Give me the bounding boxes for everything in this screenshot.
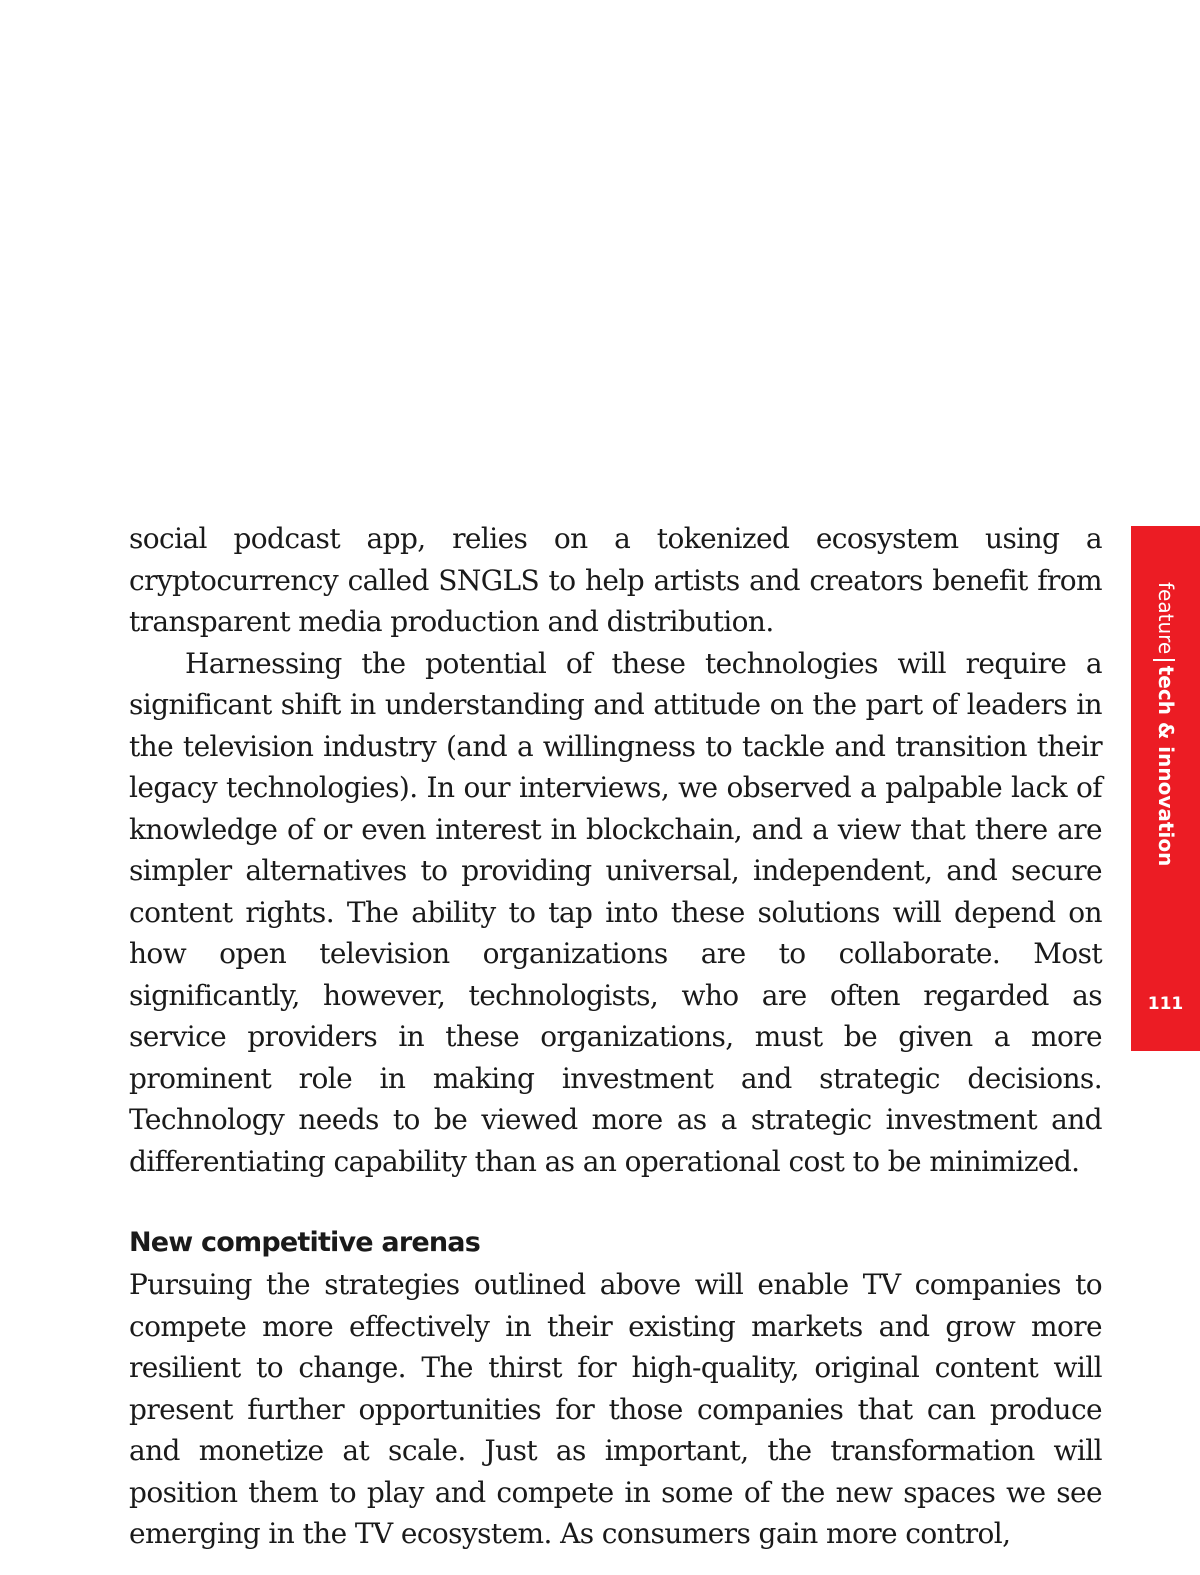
paragraph-pursuing: Pursuing the strategies outlined above will enable TV companies to compete more effectively in their existing markets and grow more resilient to change. The thirst for high-quality, original content will present further opportunities for those companies that can produce and monetize at scale. Just as important, the transformation will position them to play and compete in some of the new spaces we see emerging in the TV ecosystem. As consumers gain more control, [129,1268,1102,1550]
section-tab-label [1151,582,1181,867]
paragraph-continued: social podcast app, relies on a tokenized ecosystem using a cryptocurrency called SNGLS to help artists and creators benefit from transparent media production and distribution. [129,522,1102,638]
page-number: 111 [1147,994,1184,1014]
paragraph-harnessing: Harnessing the potential of these technologies will require a significant shift in understanding and attitude on the part of leaders in the television industry (and a willingness to tackle and transition their legacy technologies). In our interviews, we observed a palpable lack of knowledge of or even interest in blockchain, and a view that there are simpler alternatives to providing universal, independent, and secure content rights. The ability to tap into these solutions will depend on how open television organizations are to collaborate. Most significantly, however, technologists, who are often regarded as service providers in these organizations, must be given a more prominent role in making investment and strategic decisions. Technology needs to be viewed more as a strategic investment and differentiating capability than as an operational cost to be minimized. [129,646,1102,1178]
article-body [129,518,1102,1555]
section-kind-label: feature [1153,582,1178,655]
section-tab [1131,526,1200,1051]
section-heading: New competitive arenas [129,1227,480,1258]
section-name-label: tech & innovation [1153,665,1178,867]
tab-divider [1153,659,1175,661]
